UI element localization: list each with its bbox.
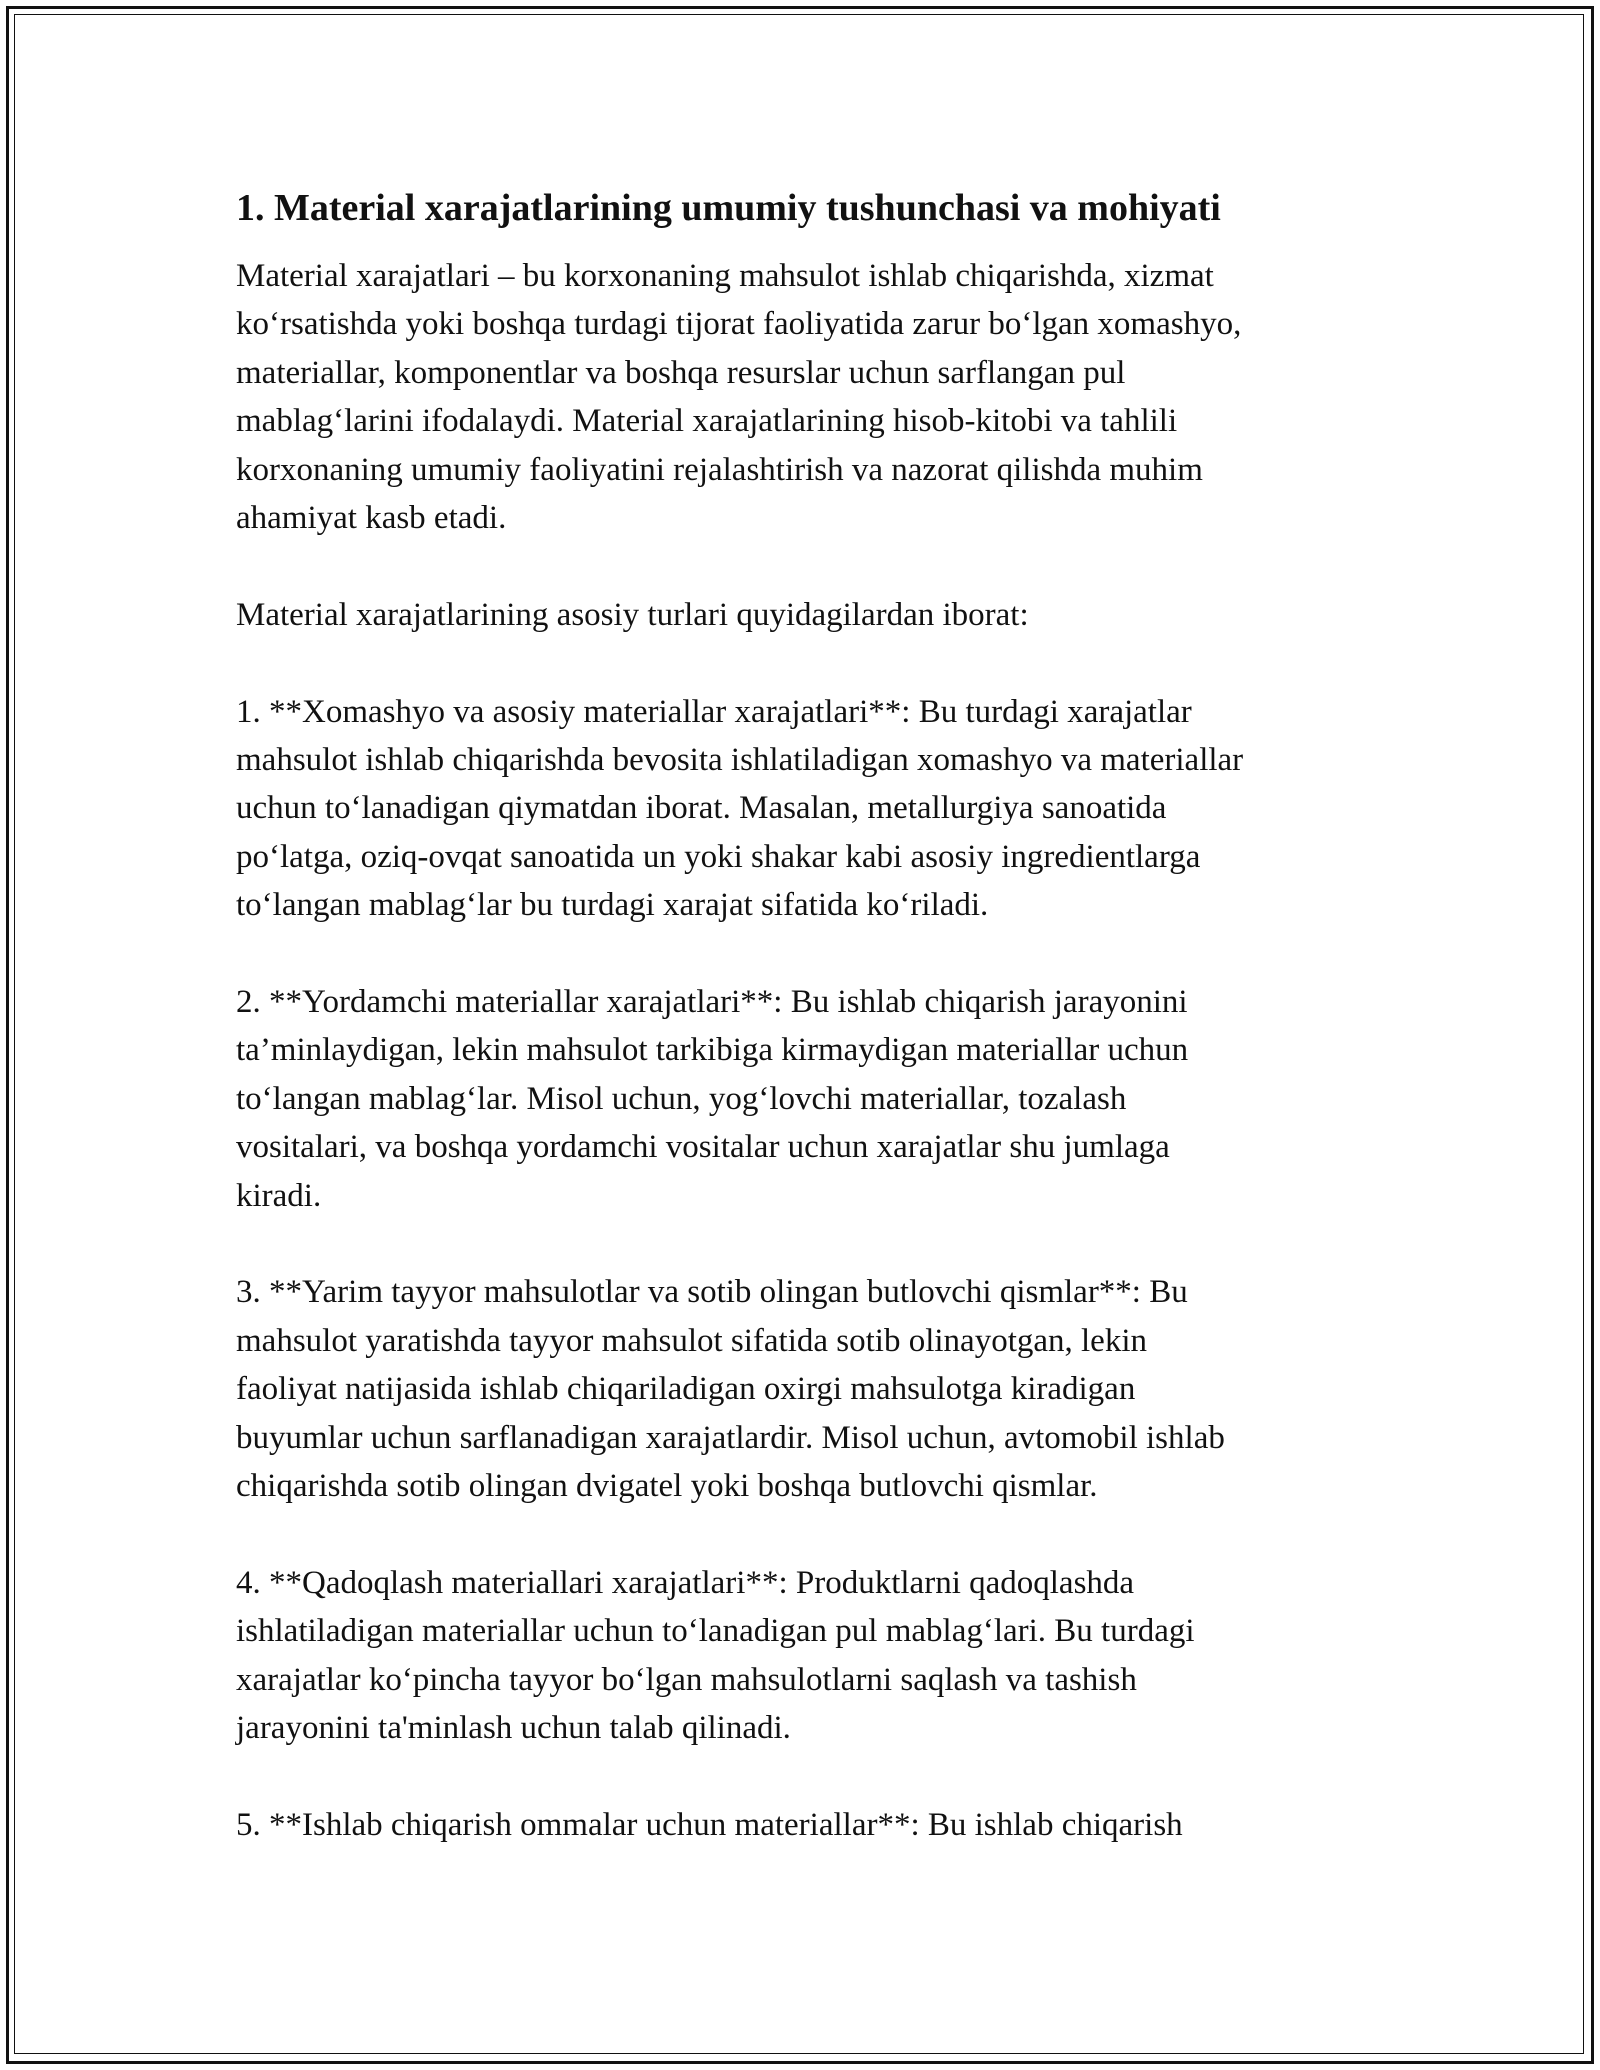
text-line: mahsulot yaratishda tayyor mahsulot sifatida sotib olinayotgan, lekin xyxy=(236,1322,1147,1359)
text-line: kiradi. xyxy=(236,1177,322,1214)
text-line: xarajatlar ko‘pincha tayyor bo‘lgan mahsulotlarni saqlash va tashish xyxy=(236,1661,1137,1698)
text-line: materiallar, komponentlar va boshqa resurslar uchun sarflangan pul xyxy=(236,354,1126,391)
text-line: Material xarajatlari – bu korxonaning mahsulot ishlab chiqarishda, xizmat xyxy=(236,258,1214,294)
text-line: ishlatiladigan materiallar uchun to‘lanadigan pul mablag‘lari. Bu turdagi xyxy=(236,1613,1195,1650)
text-line: to‘langan mablag‘lar bu turdagi xarajat sifatida ko‘riladi. xyxy=(236,887,989,924)
text-line: 1. **Xomashyo va asosiy materiallar xarajatlari**: Bu turdagi xarajatlar xyxy=(236,693,1192,730)
paragraph-item-1 xyxy=(236,688,1376,930)
paragraph-item-4 xyxy=(236,1559,1376,1753)
paragraph-types-intro xyxy=(236,591,1376,639)
text-line: Material xarajatlarining asosiy turlari quyidagilardan iborat: xyxy=(236,596,1029,633)
document-body xyxy=(236,184,1376,1898)
text-line: korxonaning umumiy faoliyatini rejalashtirish va nazorat qilishda muhim xyxy=(236,451,1203,488)
text-line: ahamiyat kasb etadi. xyxy=(236,500,507,537)
paragraph-intro xyxy=(236,252,1376,542)
text-line: mahsulot ishlab chiqarishda bevosita ishlatiladigan xomashyo va materiallar xyxy=(236,742,1244,779)
text-line: 5. **Ishlab chiqarish ommalar uchun materiallar**: Bu ishlab chiqarish xyxy=(236,1806,1183,1843)
text-line: jarayonini ta'minlash uchun talab qilinadi. xyxy=(236,1710,791,1747)
section-heading: 1. Material xarajatlarining umumiy tushunchasi va mohiyati xyxy=(236,187,1221,229)
text-line: vositalari, va boshqa yordamchi vositalar uchun xarajatlar shu jumlaga xyxy=(236,1129,1170,1166)
text-line: ta’minlaydigan, lekin mahsulot tarkibiga kirmaydigan materiallar uchun xyxy=(236,1032,1189,1069)
text-line: mablag‘larini ifodalaydi. Material xarajatlarining hisob-kitobi va tahlili xyxy=(236,403,1178,440)
text-line: faoliyat natijasida ishlab chiqariladigan oxirgi mahsulotga kiradigan xyxy=(236,1371,1136,1408)
text-line: uchun to‘lanadigan qiymatdan iborat. Masalan, metallurgiya sanoatida xyxy=(236,790,1167,827)
text-line: 3. **Yarim tayyor mahsulotlar va sotib olingan butlovchi qismlar**: Bu xyxy=(236,1274,1188,1311)
text-line: 2. **Yordamchi materiallar xarajatlari**: Bu ishlab chiqarish jarayonini xyxy=(236,984,1188,1021)
text-line: po‘latga, oziq-ovqat sanoatida un yoki shakar kabi asosiy ingredientlarga xyxy=(236,838,1201,875)
paragraph-item-2 xyxy=(236,978,1376,1220)
paragraph-item-3 xyxy=(236,1268,1376,1510)
text-line: chiqarishda sotib olingan dvigatel yoki boshqa butlovchi qismlar. xyxy=(236,1468,1098,1505)
text-line: 4. **Qadoqlash materiallari xarajatlari**: Produktlarni qadoqlashda xyxy=(236,1564,1135,1601)
text-line: to‘langan mablag‘lar. Misol uchun, yog‘lovchi materiallar, tozalash xyxy=(236,1080,1127,1117)
text-line: buyumlar uchun sarflanadigan xarajatlardir. Misol uchun, avtomobil ishlab xyxy=(236,1419,1225,1456)
paragraph-item-5 xyxy=(236,1801,1376,1849)
text-line: ko‘rsatishda yoki boshqa turdagi tijorat faoliyatida zarur bo‘lgan xomashyo, xyxy=(236,306,1242,343)
